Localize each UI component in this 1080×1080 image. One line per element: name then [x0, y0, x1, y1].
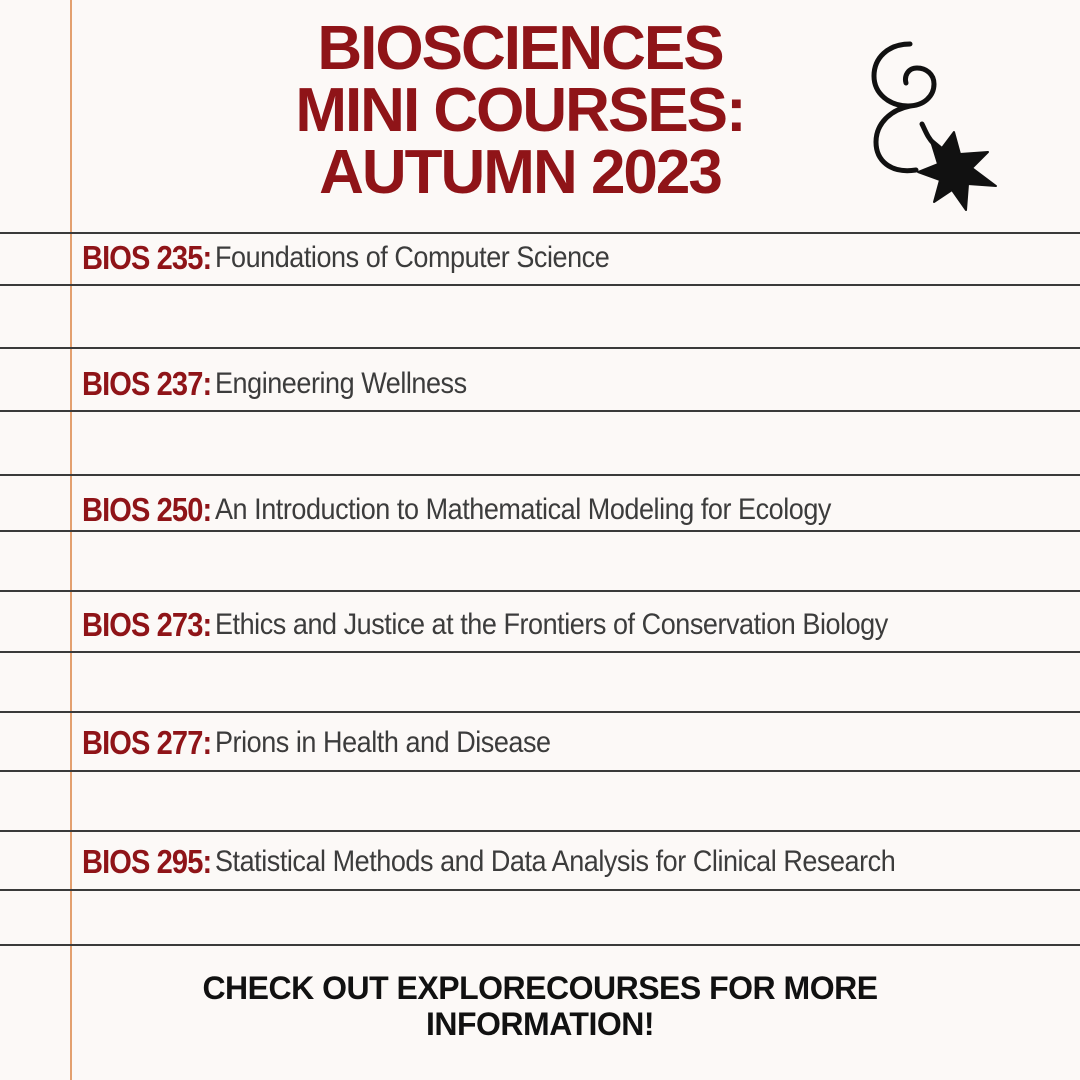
course-name: Prions in Health and Disease	[214, 726, 551, 759]
course-code: BIOS 237:	[82, 365, 212, 402]
notebook-rule	[0, 944, 1080, 946]
notebook-rule	[0, 590, 1080, 592]
course-code: BIOS 250:	[82, 491, 212, 528]
notebook-rule	[0, 410, 1080, 412]
notebook-rule	[0, 232, 1080, 234]
notebook-rule	[0, 889, 1080, 891]
notebook-rule	[0, 830, 1080, 832]
notebook-rule	[0, 770, 1080, 772]
footer-call-to-action	[140, 970, 940, 1042]
notebook-rule	[0, 284, 1080, 286]
footer-line-1: CHECK OUT EXPLORECOURSES FOR MORE	[202, 970, 878, 1006]
course-item	[82, 840, 971, 884]
course-name: Statistical Methods and Data Analysis for Clinical Research	[214, 845, 896, 878]
course-name: An Introduction to Mathematical Modeling for Ecology	[214, 493, 831, 526]
course-code: BIOS 273:	[82, 606, 212, 643]
course-code: BIOS 235:	[82, 239, 212, 276]
course-item	[82, 236, 653, 280]
footer-line-2: INFORMATION!	[425, 1006, 655, 1042]
course-code: BIOS 277:	[82, 724, 212, 761]
spiral-leaf-icon	[862, 36, 1002, 216]
course-item	[82, 603, 962, 647]
course-name: Engineering Wellness	[214, 367, 467, 400]
notebook-rule	[0, 347, 1080, 349]
course-item	[82, 721, 588, 765]
title-line-2: MINI COURSES:	[295, 76, 745, 145]
course-item	[82, 362, 495, 406]
title-line-1: BIOSCIENCES	[317, 14, 723, 83]
course-name: Foundations of Computer Science	[214, 241, 610, 274]
course-name: Ethics and Justice at the Frontiers of Conservation Biology	[214, 608, 888, 641]
title-line-3: AUTUMN 2023	[319, 138, 721, 207]
course-item	[82, 488, 899, 532]
notebook-rule	[0, 711, 1080, 713]
notebook-rule	[0, 651, 1080, 653]
notebook-rule	[0, 474, 1080, 476]
course-code: BIOS 295:	[82, 843, 212, 880]
